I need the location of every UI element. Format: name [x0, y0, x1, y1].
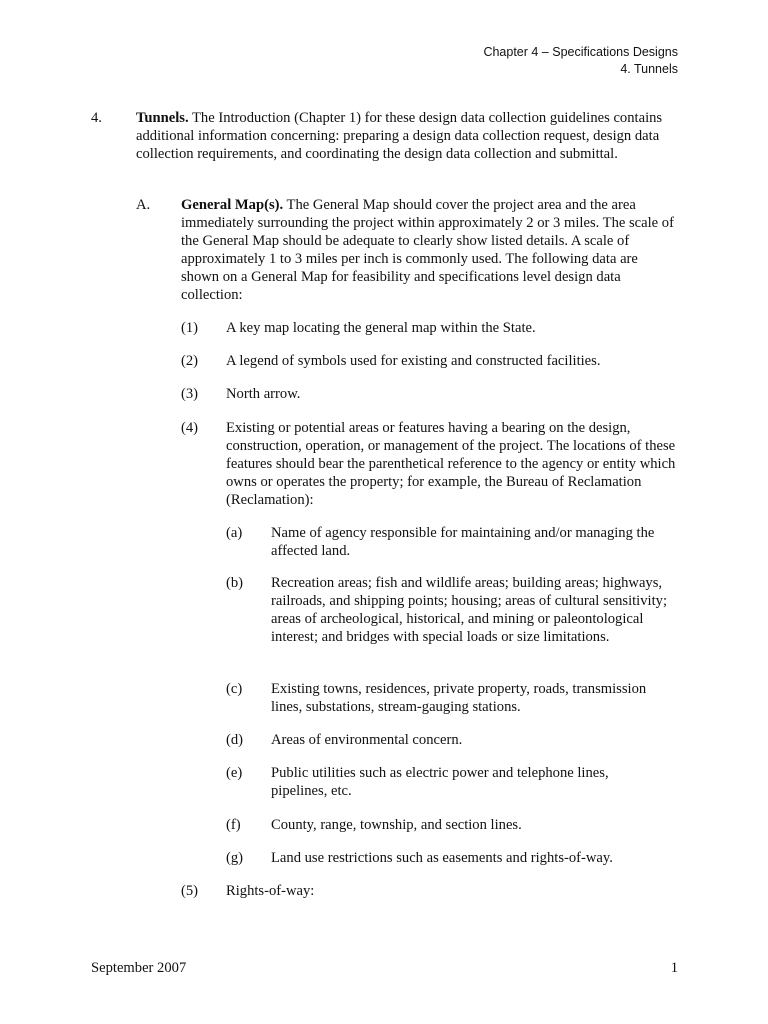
subitem-letter: (c)	[226, 681, 243, 697]
list-item: Existing or potential areas or features having a bearing on the design, construction, operation, or management of the project. The locations of these features should bear the parenthetical reference to the agency or entity which owns or operates the property; for example, the Bureau of Reclamation (Reclamation):	[226, 420, 676, 508]
page-number: 1	[670, 960, 678, 976]
subitem-letter: (g)	[226, 850, 244, 866]
subsection-text: The General Map should cover the project area and the area immediately surrounding the project within approximately 2 or 3 miles. The scale of the General Map should be adequate to clearly show listed details. A scale of approximately 1 to 3 miles per inch is commonly used. The following data are shown on a General Map for feasibility and specifications level design data collection:	[181, 197, 674, 303]
sub-list-item: Areas of environmental concern.	[271, 732, 463, 748]
subitem-letter: (a)	[226, 525, 243, 541]
subitem-letter: (d)	[226, 732, 244, 748]
subitem-letter: (e)	[226, 765, 243, 781]
subitem-letter: (b)	[226, 575, 244, 591]
sub-list-item: Existing towns, residences, private property, roads, transmission lines, substations, stream-gauging stations.	[271, 681, 647, 715]
list-item: A key map locating the general map within the State.	[226, 320, 536, 336]
list-item: Rights-of-way:	[226, 883, 315, 899]
header-section: 4. Tunnels	[620, 62, 678, 76]
item-number: (5)	[181, 883, 199, 899]
sub-list-item: Public utilities such as electric power and telephone lines, pipelines, etc.	[271, 765, 609, 799]
subsection-title: General Map(s).	[181, 197, 284, 213]
sub-list-item: Land use restrictions such as easements and rights-of-way.	[271, 850, 613, 866]
footer-date: September 2007	[91, 960, 187, 976]
section-number: 4.	[91, 110, 102, 126]
header-chapter: Chapter 4 – Specifications Designs	[483, 45, 678, 59]
item-number: (4)	[181, 420, 199, 436]
list-item: A legend of symbols used for existing and constructed facilities.	[226, 353, 601, 369]
section-paragraph	[136, 109, 676, 163]
item-number: (3)	[181, 386, 199, 402]
subsection-paragraph	[181, 196, 676, 304]
subitem-letter: (f)	[226, 817, 241, 833]
subsection-letter: A.	[136, 197, 151, 213]
running-header	[483, 44, 678, 78]
sub-list-item: County, range, township, and section lines.	[271, 817, 522, 833]
item-number: (1)	[181, 320, 199, 336]
sub-list-item: Name of agency responsible for maintaining and/or managing the affected land.	[271, 525, 655, 559]
section-text: The Introduction (Chapter 1) for these design data collection guidelines contains additional information concerning: preparing a design data collection request, design data collection requirements, and coordinating the design data collection and submittal.	[136, 110, 663, 162]
sub-list-item: Recreation areas; fish and wildlife areas; building areas; highways, railroads, and shipping points; housing; areas of cultural sensitivity; areas of archeological, historical, and mining or paleontological interest; and bridges with special loads or size limitations.	[271, 575, 667, 645]
item-number: (2)	[181, 353, 199, 369]
section-title: Tunnels.	[136, 110, 189, 126]
list-item: North arrow.	[226, 386, 301, 402]
